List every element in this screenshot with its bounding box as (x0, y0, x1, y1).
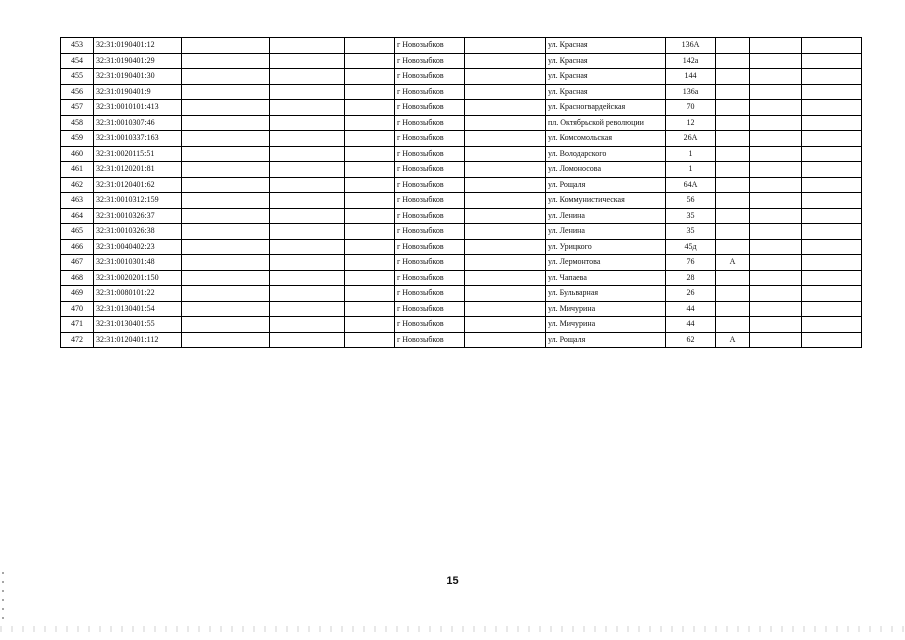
row-number: 453 (61, 38, 94, 54)
row-number: 460 (61, 146, 94, 162)
empty-cell (182, 38, 270, 54)
table-row (61, 84, 862, 100)
empty-cell (802, 69, 862, 85)
table-row (61, 38, 862, 54)
empty-cell (465, 255, 546, 271)
empty-cell (802, 162, 862, 178)
empty-cell (750, 286, 802, 302)
row-number: 454 (61, 53, 94, 69)
city: г Новозыбков (395, 239, 465, 255)
house-letter (716, 162, 750, 178)
empty-cell (182, 84, 270, 100)
house-number: 1 (666, 146, 716, 162)
empty-cell (750, 270, 802, 286)
table-row (61, 177, 862, 193)
street: ул. Рощаля (546, 177, 666, 193)
row-number: 466 (61, 239, 94, 255)
house-letter (716, 53, 750, 69)
empty-cell (270, 255, 345, 271)
street: ул. Красногвардейская (546, 100, 666, 116)
street: ул. Бульварная (546, 286, 666, 302)
city: г Новозыбков (395, 177, 465, 193)
empty-cell (345, 100, 395, 116)
empty-cell (802, 38, 862, 54)
city: г Новозыбков (395, 193, 465, 209)
cadastral-number: 32:31:0130401:54 (94, 301, 182, 317)
empty-cell (182, 332, 270, 348)
row-number: 455 (61, 69, 94, 85)
city: г Новозыбков (395, 255, 465, 271)
house-number: 44 (666, 317, 716, 333)
cadastral-number: 32:31:0010301:48 (94, 255, 182, 271)
empty-cell (802, 84, 862, 100)
empty-cell (750, 255, 802, 271)
empty-cell (345, 208, 395, 224)
house-number: 35 (666, 224, 716, 240)
row-number: 459 (61, 131, 94, 147)
cadastral-number: 32:31:0190401:12 (94, 38, 182, 54)
empty-cell (465, 332, 546, 348)
house-letter (716, 301, 750, 317)
empty-cell (465, 162, 546, 178)
cadastral-number: 32:31:0190401:29 (94, 53, 182, 69)
empty-cell (345, 286, 395, 302)
street: ул. Чапаева (546, 270, 666, 286)
house-number: 136а (666, 84, 716, 100)
row-number: 470 (61, 301, 94, 317)
empty-cell (182, 100, 270, 116)
empty-cell (802, 208, 862, 224)
city: г Новозыбков (395, 69, 465, 85)
empty-cell (465, 146, 546, 162)
empty-cell (465, 177, 546, 193)
empty-cell (750, 131, 802, 147)
row-number: 472 (61, 332, 94, 348)
table-row (61, 115, 862, 131)
house-letter (716, 84, 750, 100)
table-row (61, 69, 862, 85)
house-letter (716, 69, 750, 85)
street: ул. Комсомольская (546, 131, 666, 147)
city: г Новозыбков (395, 224, 465, 240)
empty-cell (182, 317, 270, 333)
table-row (61, 270, 862, 286)
empty-cell (182, 270, 270, 286)
empty-cell (345, 255, 395, 271)
table-row (61, 224, 862, 240)
empty-cell (270, 100, 345, 116)
table-row (61, 239, 862, 255)
city: г Новозыбков (395, 100, 465, 116)
empty-cell (465, 224, 546, 240)
empty-cell (750, 38, 802, 54)
empty-cell (182, 162, 270, 178)
empty-cell (465, 84, 546, 100)
empty-cell (182, 177, 270, 193)
cadastral-number: 32:31:0120201:81 (94, 162, 182, 178)
row-number: 468 (61, 270, 94, 286)
empty-cell (270, 317, 345, 333)
empty-cell (270, 146, 345, 162)
empty-cell (270, 84, 345, 100)
empty-cell (345, 162, 395, 178)
house-letter (716, 115, 750, 131)
table-row (61, 146, 862, 162)
empty-cell (345, 69, 395, 85)
empty-cell (270, 239, 345, 255)
empty-cell (345, 317, 395, 333)
empty-cell (802, 115, 862, 131)
scan-noise-strip (0, 626, 905, 632)
table-row (61, 100, 862, 116)
empty-cell (802, 332, 862, 348)
empty-cell (270, 270, 345, 286)
table-row (61, 286, 862, 302)
table-row (61, 332, 862, 348)
row-number: 462 (61, 177, 94, 193)
city: г Новозыбков (395, 146, 465, 162)
house-number: 144 (666, 69, 716, 85)
row-number: 465 (61, 224, 94, 240)
street: пл. Октябрьской революции (546, 115, 666, 131)
table-row (61, 255, 862, 271)
house-number: 35 (666, 208, 716, 224)
house-letter (716, 317, 750, 333)
house-number: 142а (666, 53, 716, 69)
empty-cell (465, 100, 546, 116)
empty-cell (270, 53, 345, 69)
house-letter: А (716, 255, 750, 271)
empty-cell (802, 255, 862, 271)
house-letter (716, 177, 750, 193)
empty-cell (750, 317, 802, 333)
city: г Новозыбков (395, 301, 465, 317)
empty-cell (345, 301, 395, 317)
empty-cell (182, 255, 270, 271)
city: г Новозыбков (395, 286, 465, 302)
row-number: 467 (61, 255, 94, 271)
empty-cell (270, 286, 345, 302)
empty-cell (182, 224, 270, 240)
empty-cell (182, 115, 270, 131)
empty-cell (802, 100, 862, 116)
table-row (61, 317, 862, 333)
empty-cell (750, 301, 802, 317)
empty-cell (802, 317, 862, 333)
cadastral-number: 32:31:0010307:46 (94, 115, 182, 131)
empty-cell (182, 146, 270, 162)
empty-cell (182, 53, 270, 69)
street: ул. Красная (546, 38, 666, 54)
street: ул. Ленина (546, 208, 666, 224)
empty-cell (465, 286, 546, 302)
empty-cell (465, 239, 546, 255)
house-number: 62 (666, 332, 716, 348)
empty-cell (270, 69, 345, 85)
empty-cell (802, 301, 862, 317)
table-row (61, 53, 862, 69)
street: ул. Красная (546, 69, 666, 85)
empty-cell (802, 270, 862, 286)
empty-cell (270, 208, 345, 224)
city: г Новозыбков (395, 84, 465, 100)
cadastral-number: 32:31:0040402:23 (94, 239, 182, 255)
empty-cell (270, 38, 345, 54)
street: ул. Красная (546, 84, 666, 100)
street: ул. Красная (546, 53, 666, 69)
empty-cell (182, 301, 270, 317)
empty-cell (465, 38, 546, 54)
city: г Новозыбков (395, 162, 465, 178)
empty-cell (802, 53, 862, 69)
city: г Новозыбков (395, 332, 465, 348)
empty-cell (345, 131, 395, 147)
house-letter (716, 270, 750, 286)
empty-cell (750, 69, 802, 85)
table-row (61, 193, 862, 209)
city: г Новозыбков (395, 38, 465, 54)
empty-cell (750, 332, 802, 348)
cadastral-number: 32:31:0010312:159 (94, 193, 182, 209)
empty-cell (270, 115, 345, 131)
street: ул. Мичурина (546, 301, 666, 317)
cadastral-number: 32:31:0020115:51 (94, 146, 182, 162)
city: г Новозыбков (395, 317, 465, 333)
empty-cell (270, 193, 345, 209)
empty-cell (182, 131, 270, 147)
row-number: 464 (61, 208, 94, 224)
table-row (61, 301, 862, 317)
house-number: 56 (666, 193, 716, 209)
empty-cell (345, 146, 395, 162)
street: ул. Рощаля (546, 332, 666, 348)
empty-cell (345, 115, 395, 131)
row-number: 456 (61, 84, 94, 100)
street: ул. Ленина (546, 224, 666, 240)
empty-cell (270, 332, 345, 348)
empty-cell (345, 332, 395, 348)
street: ул. Володарского (546, 146, 666, 162)
house-number: 64А (666, 177, 716, 193)
empty-cell (465, 208, 546, 224)
row-number: 457 (61, 100, 94, 116)
empty-cell (345, 38, 395, 54)
house-letter (716, 146, 750, 162)
city: г Новозыбков (395, 270, 465, 286)
cadastral-number: 32:31:0010326:37 (94, 208, 182, 224)
empty-cell (750, 100, 802, 116)
row-number: 469 (61, 286, 94, 302)
house-letter (716, 208, 750, 224)
empty-cell (802, 224, 862, 240)
cadastral-number: 32:31:0190401:30 (94, 69, 182, 85)
row-number: 463 (61, 193, 94, 209)
page-number: 15 (446, 575, 459, 587)
empty-cell (345, 84, 395, 100)
empty-cell (345, 224, 395, 240)
empty-cell (182, 193, 270, 209)
table-row (61, 162, 862, 178)
empty-cell (182, 286, 270, 302)
house-letter (716, 38, 750, 54)
property-registry-table (60, 37, 862, 348)
empty-cell (182, 69, 270, 85)
street: ул. Ломоносова (546, 162, 666, 178)
row-number: 458 (61, 115, 94, 131)
empty-cell (750, 146, 802, 162)
street: ул. Урицкого (546, 239, 666, 255)
table-row (61, 208, 862, 224)
empty-cell (802, 146, 862, 162)
cadastral-number: 32:31:0190401:9 (94, 84, 182, 100)
house-number: 28 (666, 270, 716, 286)
table-row (61, 131, 862, 147)
house-number: 26 (666, 286, 716, 302)
empty-cell (345, 193, 395, 209)
house-letter (716, 193, 750, 209)
empty-cell (465, 301, 546, 317)
house-number: 45д (666, 239, 716, 255)
empty-cell (270, 224, 345, 240)
empty-cell (750, 177, 802, 193)
empty-cell (750, 84, 802, 100)
empty-cell (345, 270, 395, 286)
empty-cell (465, 115, 546, 131)
empty-cell (182, 208, 270, 224)
house-letter (716, 239, 750, 255)
house-number: 136А (666, 38, 716, 54)
empty-cell (465, 270, 546, 286)
street: ул. Мичурина (546, 317, 666, 333)
cadastral-number: 32:31:0020201:150 (94, 270, 182, 286)
empty-cell (802, 177, 862, 193)
empty-cell (465, 131, 546, 147)
city: г Новозыбков (395, 208, 465, 224)
empty-cell (750, 208, 802, 224)
empty-cell (750, 115, 802, 131)
empty-cell (750, 224, 802, 240)
empty-cell (750, 162, 802, 178)
cadastral-number: 32:31:0080101:22 (94, 286, 182, 302)
empty-cell (345, 177, 395, 193)
empty-cell (182, 239, 270, 255)
cadastral-number: 32:31:0010326:38 (94, 224, 182, 240)
scan-edge-marks (2, 572, 4, 622)
city: г Новозыбков (395, 115, 465, 131)
cadastral-number: 32:31:0010101:413 (94, 100, 182, 116)
empty-cell (750, 193, 802, 209)
empty-cell (345, 239, 395, 255)
empty-cell (465, 69, 546, 85)
house-letter: А (716, 332, 750, 348)
city: г Новозыбков (395, 53, 465, 69)
house-letter (716, 286, 750, 302)
empty-cell (345, 53, 395, 69)
house-letter (716, 224, 750, 240)
city: г Новозыбков (395, 131, 465, 147)
empty-cell (270, 177, 345, 193)
house-number: 44 (666, 301, 716, 317)
house-letter (716, 131, 750, 147)
cadastral-number: 32:31:0120401:112 (94, 332, 182, 348)
empty-cell (802, 193, 862, 209)
house-number: 1 (666, 162, 716, 178)
house-number: 70 (666, 100, 716, 116)
empty-cell (465, 53, 546, 69)
empty-cell (802, 286, 862, 302)
empty-cell (465, 193, 546, 209)
empty-cell (802, 131, 862, 147)
house-number: 12 (666, 115, 716, 131)
row-number: 471 (61, 317, 94, 333)
row-number: 461 (61, 162, 94, 178)
street: ул. Лермонтова (546, 255, 666, 271)
empty-cell (270, 301, 345, 317)
cadastral-number: 32:31:0130401:55 (94, 317, 182, 333)
cadastral-number: 32:31:0010337:163 (94, 131, 182, 147)
empty-cell (750, 239, 802, 255)
house-number: 26А (666, 131, 716, 147)
cadastral-number: 32:31:0120401:62 (94, 177, 182, 193)
house-number: 76 (666, 255, 716, 271)
empty-cell (270, 131, 345, 147)
table-body (61, 38, 862, 348)
street: ул. Коммунистическая (546, 193, 666, 209)
empty-cell (802, 239, 862, 255)
empty-cell (750, 53, 802, 69)
empty-cell (465, 317, 546, 333)
empty-cell (270, 162, 345, 178)
house-letter (716, 100, 750, 116)
